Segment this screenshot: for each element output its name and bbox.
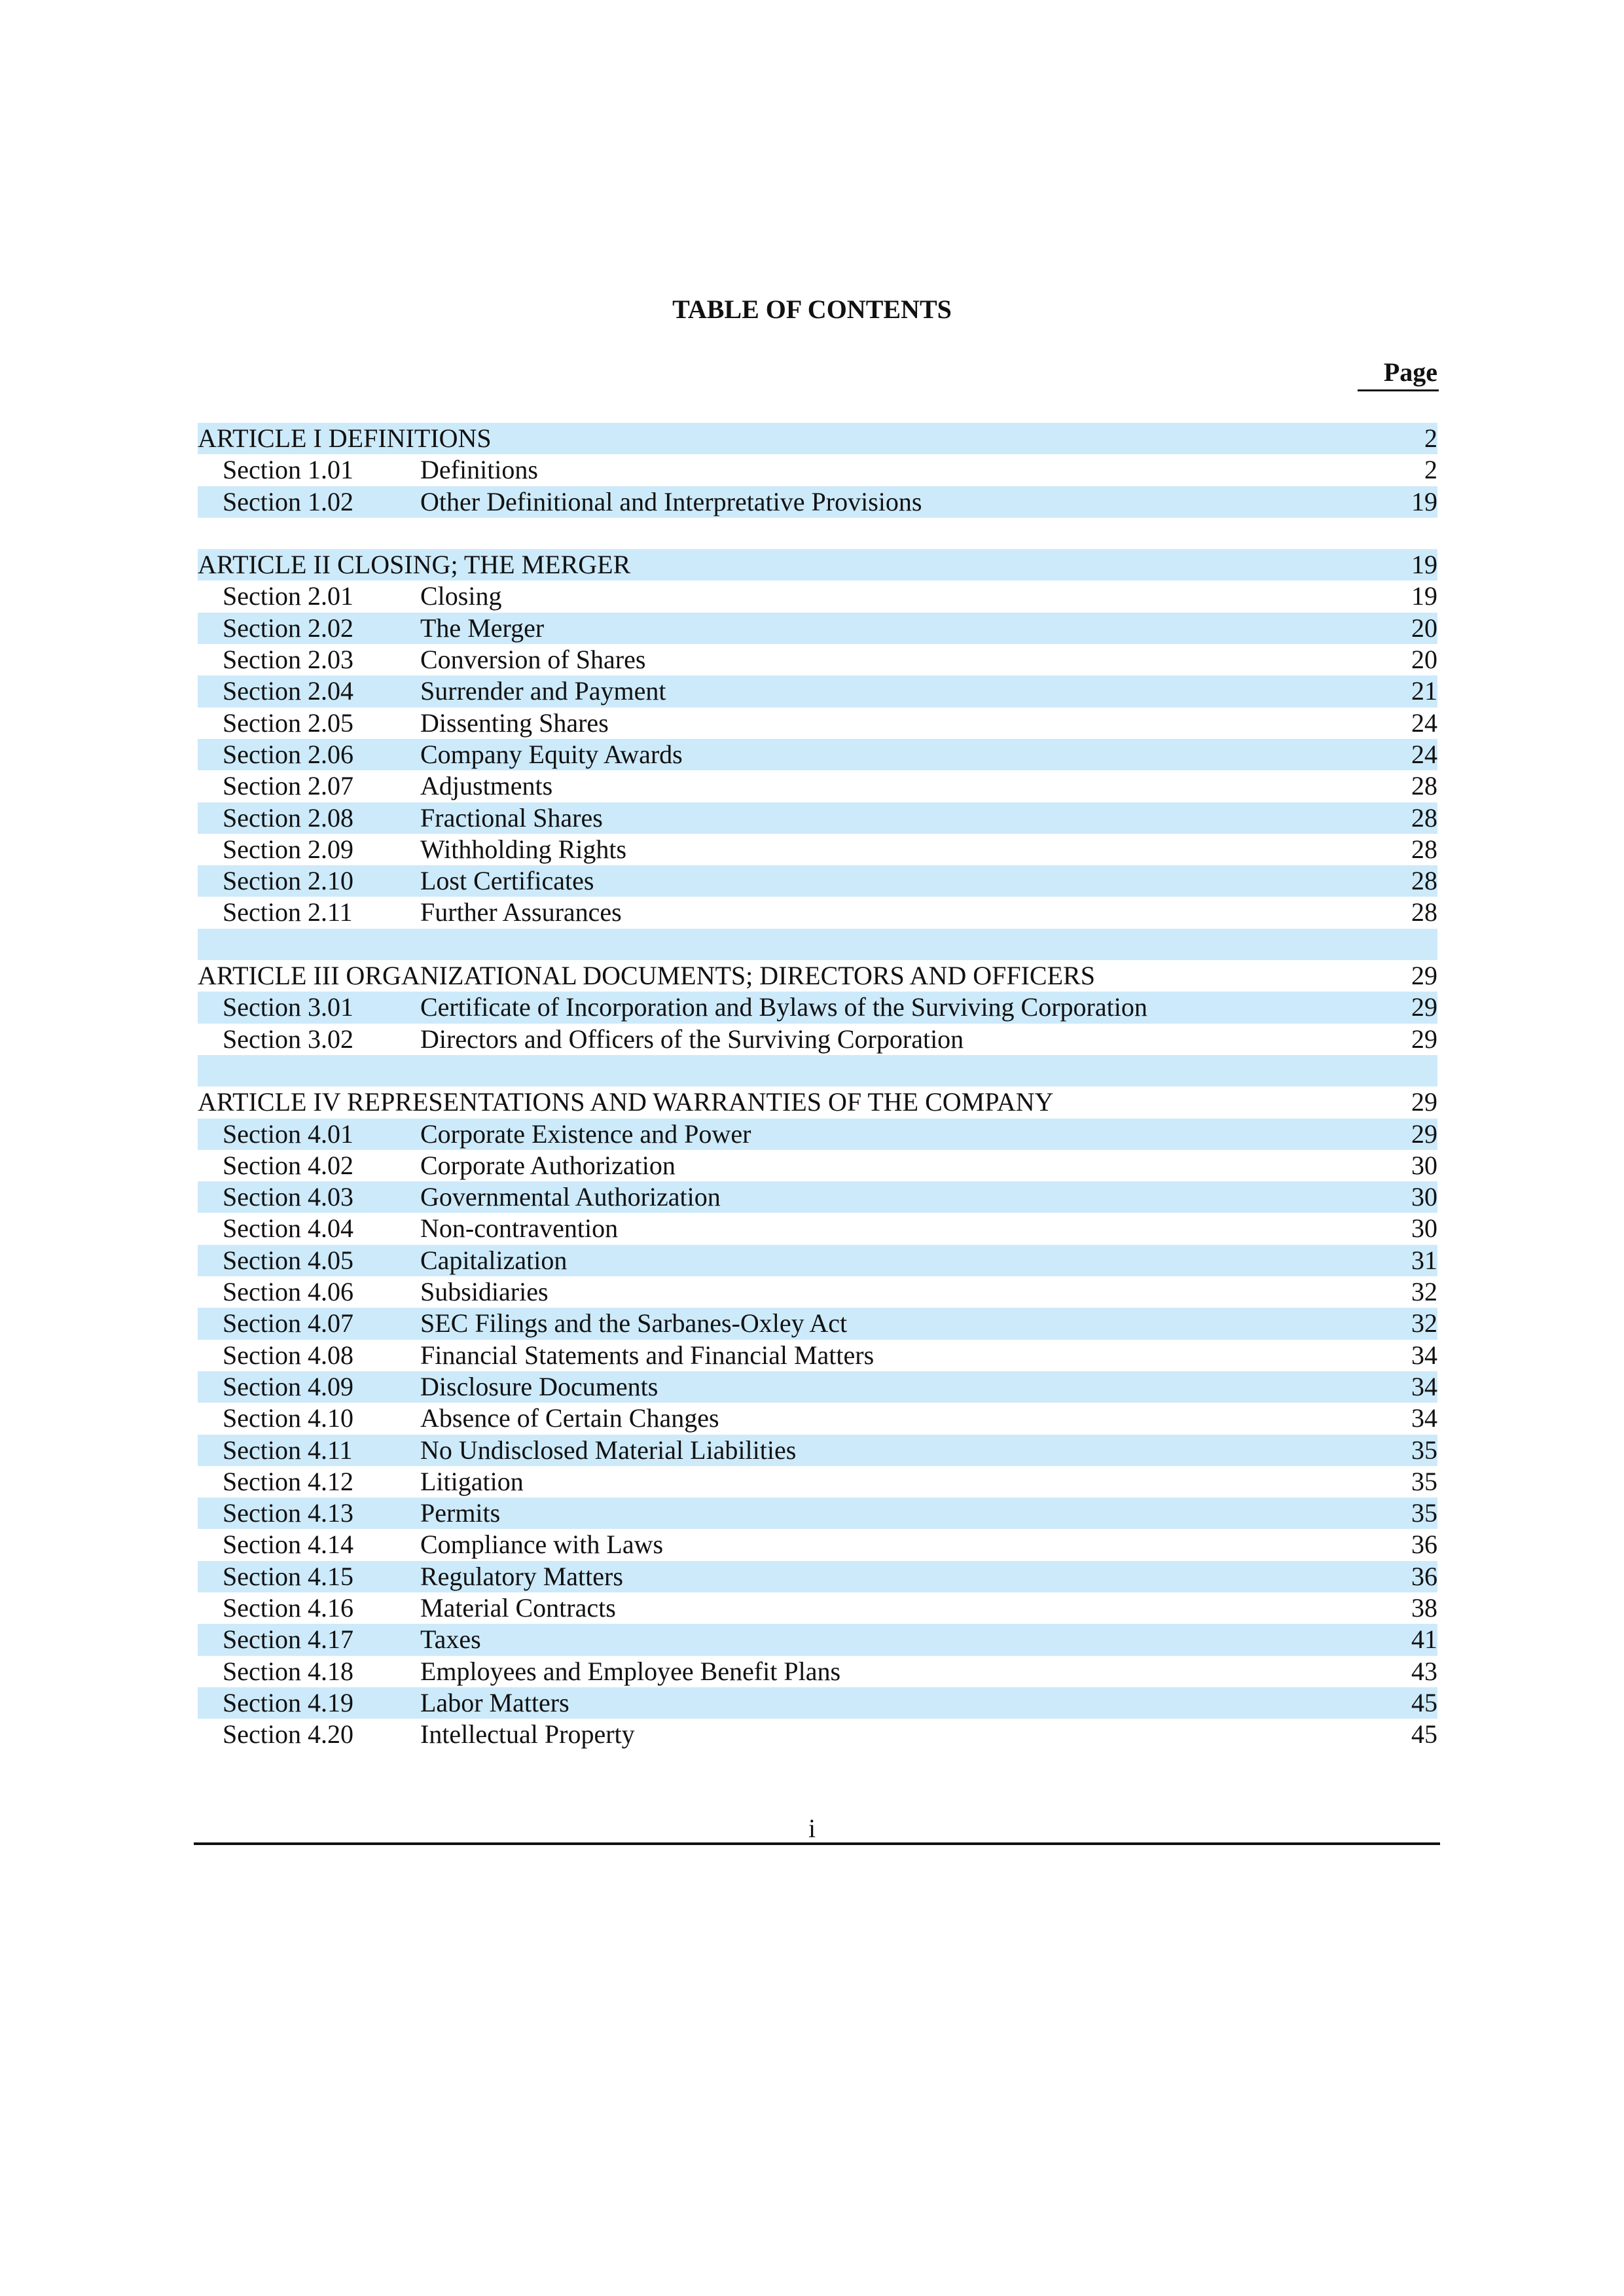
page-number-footer: i bbox=[808, 1814, 816, 1843]
section-number: Section 4.04 bbox=[223, 1213, 353, 1244]
page-number: 28 bbox=[1411, 802, 1437, 833]
page-number: 19 bbox=[1411, 486, 1437, 516]
section-number: Section 4.06 bbox=[223, 1277, 353, 1307]
section-number: Section 4.13 bbox=[223, 1498, 353, 1528]
section-number: Section 4.19 bbox=[223, 1687, 353, 1717]
section-title: Disclosure Documents bbox=[420, 1371, 659, 1401]
section-title: Permits bbox=[420, 1498, 501, 1528]
page-number: 28 bbox=[1411, 834, 1437, 864]
page-number: 29 bbox=[1411, 1119, 1437, 1149]
toc-section-row[interactable] bbox=[198, 708, 1437, 739]
toc-section-row[interactable] bbox=[198, 1340, 1437, 1371]
section-number: Section 2.07 bbox=[223, 771, 353, 801]
toc-section-row[interactable] bbox=[198, 644, 1437, 675]
page-number: 28 bbox=[1411, 866, 1437, 896]
section-title: Lost Certificates bbox=[420, 866, 594, 896]
toc-section-row[interactable] bbox=[198, 1466, 1437, 1498]
toc-section-row[interactable] bbox=[198, 1371, 1437, 1403]
toc-section-row[interactable] bbox=[198, 1403, 1437, 1434]
toc-section-row[interactable] bbox=[198, 1592, 1437, 1624]
section-title: Labor Matters bbox=[420, 1687, 569, 1717]
section-title: Surrender and Payment bbox=[420, 676, 666, 706]
page-number: 43 bbox=[1411, 1656, 1437, 1686]
page-number: 29 bbox=[1411, 1024, 1437, 1054]
toc-section-row[interactable] bbox=[198, 1150, 1437, 1181]
toc-section-row[interactable] bbox=[198, 770, 1437, 802]
section-number: Section 4.02 bbox=[223, 1150, 353, 1180]
page-number: 28 bbox=[1411, 897, 1437, 927]
section-number: Section 4.10 bbox=[223, 1403, 353, 1433]
section-title: SEC Filings and the Sarbanes-Oxley Act bbox=[420, 1308, 848, 1338]
section-number: Section 4.12 bbox=[223, 1466, 353, 1496]
section-number: Section 4.07 bbox=[223, 1308, 353, 1338]
page-column-header: Page bbox=[1358, 355, 1439, 391]
section-title: No Undisclosed Material Liabilities bbox=[420, 1435, 797, 1465]
page-number: 32 bbox=[1411, 1308, 1437, 1338]
section-number: Section 3.02 bbox=[223, 1024, 353, 1054]
section-title: Corporate Existence and Power bbox=[420, 1119, 751, 1149]
section-number: Section 4.08 bbox=[223, 1340, 353, 1370]
section-number: Section 4.09 bbox=[223, 1371, 353, 1401]
section-number: Section 4.18 bbox=[223, 1656, 353, 1686]
toc-article-row[interactable] bbox=[198, 423, 1437, 454]
page-number: 34 bbox=[1411, 1403, 1437, 1433]
page-number: 34 bbox=[1411, 1340, 1437, 1370]
toc-section-row[interactable] bbox=[198, 1719, 1437, 1750]
section-title: Further Assurances bbox=[420, 897, 622, 927]
toc-section-row[interactable] bbox=[198, 454, 1437, 486]
section-title: Certificate of Incorporation and Bylaws of the Surviving Corporation bbox=[420, 992, 1147, 1022]
toc-article-row[interactable] bbox=[198, 1086, 1437, 1118]
section-number: Section 4.01 bbox=[223, 1119, 353, 1149]
section-number: Section 2.01 bbox=[223, 581, 353, 611]
section-title: Compliance with Laws bbox=[420, 1530, 664, 1560]
page-number: 45 bbox=[1411, 1719, 1437, 1749]
page-number: 29 bbox=[1411, 1087, 1437, 1117]
toc-section-row[interactable] bbox=[198, 1656, 1437, 1687]
section-title: Company Equity Awards bbox=[420, 739, 683, 769]
toc-section-row[interactable] bbox=[198, 802, 1437, 834]
section-number: Section 4.15 bbox=[223, 1561, 353, 1591]
section-title: Material Contracts bbox=[420, 1592, 616, 1623]
toc-section-row[interactable] bbox=[198, 1529, 1437, 1560]
page-number: 19 bbox=[1411, 581, 1437, 611]
section-title: Subsidiaries bbox=[420, 1277, 549, 1307]
section-title: Withholding Rights bbox=[420, 834, 627, 864]
article-heading: ARTICLE III ORGANIZATIONAL DOCUMENTS; DIRECTORS AND OFFICERS bbox=[198, 961, 1095, 991]
section-title: Litigation bbox=[420, 1466, 524, 1496]
section-title: Employees and Employee Benefit Plans bbox=[420, 1656, 841, 1686]
section-number: Section 4.20 bbox=[223, 1719, 353, 1749]
section-number: Section 4.16 bbox=[223, 1592, 353, 1623]
toc-section-row[interactable] bbox=[198, 613, 1437, 644]
toc-section-row[interactable] bbox=[198, 1687, 1437, 1719]
section-number: Section 2.09 bbox=[223, 834, 353, 864]
page-number: 19 bbox=[1411, 550, 1437, 580]
page-number: 30 bbox=[1411, 1150, 1437, 1180]
page-number: 30 bbox=[1411, 1182, 1437, 1212]
page-number: 20 bbox=[1411, 645, 1437, 675]
section-title: Conversion of Shares bbox=[420, 645, 646, 675]
page-number: 30 bbox=[1411, 1213, 1437, 1244]
toc-section-row[interactable] bbox=[198, 834, 1437, 865]
toc-section-row[interactable] bbox=[198, 1181, 1437, 1213]
page-number: 35 bbox=[1411, 1435, 1437, 1465]
toc-article-row[interactable] bbox=[198, 549, 1437, 581]
page-number: 28 bbox=[1411, 771, 1437, 801]
page-number: 34 bbox=[1411, 1371, 1437, 1401]
section-title: Dissenting Shares bbox=[420, 708, 609, 738]
toc-section-row[interactable] bbox=[198, 486, 1437, 518]
page-number: 29 bbox=[1411, 961, 1437, 991]
section-title: The Merger bbox=[420, 613, 545, 643]
section-number: Section 2.03 bbox=[223, 645, 353, 675]
toc-section-row[interactable] bbox=[198, 865, 1437, 897]
section-title: Taxes bbox=[420, 1624, 481, 1655]
section-number: Section 4.14 bbox=[223, 1530, 353, 1560]
page-number: 20 bbox=[1411, 613, 1437, 643]
page-number: 45 bbox=[1411, 1687, 1437, 1717]
page-number: 24 bbox=[1411, 739, 1437, 769]
page-number: 36 bbox=[1411, 1561, 1437, 1591]
section-title: Other Definitional and Interpretative Provisions bbox=[420, 486, 922, 516]
section-title: Intellectual Property bbox=[420, 1719, 635, 1749]
toc-section-row[interactable] bbox=[198, 1213, 1437, 1244]
page-number: 29 bbox=[1411, 992, 1437, 1022]
toc-section-row[interactable] bbox=[198, 1435, 1437, 1466]
page-number: 2 bbox=[1424, 455, 1437, 485]
section-title: Directors and Officers of the Surviving Corporation bbox=[420, 1024, 964, 1054]
section-number: Section 2.11 bbox=[223, 897, 353, 927]
page-number: 32 bbox=[1411, 1277, 1437, 1307]
section-number: Section 2.08 bbox=[223, 802, 353, 833]
section-number: Section 4.11 bbox=[223, 1435, 353, 1465]
page-number: 36 bbox=[1411, 1530, 1437, 1560]
toc-title: TABLE OF CONTENTS bbox=[672, 295, 952, 324]
toc-section-row[interactable] bbox=[198, 1624, 1437, 1655]
section-number: Section 2.05 bbox=[223, 708, 353, 738]
article-heading: ARTICLE II CLOSING; THE MERGER bbox=[198, 550, 631, 580]
section-number: Section 2.04 bbox=[223, 676, 353, 706]
section-number: Section 1.02 bbox=[223, 486, 353, 516]
toc-section-row[interactable] bbox=[198, 1245, 1437, 1276]
page-number: 35 bbox=[1411, 1498, 1437, 1528]
toc-spacer-row bbox=[198, 929, 1437, 960]
section-number: Section 4.03 bbox=[223, 1182, 353, 1212]
toc-spacer-row bbox=[198, 1055, 1437, 1086]
article-heading: ARTICLE IV REPRESENTATIONS AND WARRANTIES OF THE COMPANY bbox=[198, 1087, 1054, 1117]
section-number: Section 4.05 bbox=[223, 1245, 353, 1275]
section-title: Capitalization bbox=[420, 1245, 568, 1275]
section-title: Definitions bbox=[420, 455, 538, 485]
toc-section-row[interactable] bbox=[198, 581, 1437, 612]
toc-section-row[interactable] bbox=[198, 992, 1437, 1023]
page-number: 35 bbox=[1411, 1466, 1437, 1496]
section-number: Section 3.01 bbox=[223, 992, 353, 1022]
toc-section-row[interactable] bbox=[198, 1119, 1437, 1150]
section-number: Section 1.01 bbox=[223, 455, 353, 485]
section-title: Financial Statements and Financial Matters bbox=[420, 1340, 875, 1370]
toc-section-row[interactable] bbox=[198, 675, 1437, 707]
section-title: Non-contravention bbox=[420, 1213, 619, 1244]
section-title: Governmental Authorization bbox=[420, 1182, 721, 1212]
toc-list bbox=[198, 423, 1437, 1750]
section-title: Corporate Authorization bbox=[420, 1150, 676, 1180]
section-number: Section 2.02 bbox=[223, 613, 353, 643]
toc-section-row[interactable] bbox=[198, 897, 1437, 928]
toc-section-row[interactable] bbox=[198, 1024, 1437, 1055]
article-heading: ARTICLE I DEFINITIONS bbox=[198, 423, 492, 453]
page-number: 21 bbox=[1411, 676, 1437, 706]
page-number: 2 bbox=[1424, 423, 1437, 453]
section-title: Absence of Certain Changes bbox=[420, 1403, 719, 1433]
toc-section-row[interactable] bbox=[198, 1276, 1437, 1308]
page-number: 31 bbox=[1411, 1245, 1437, 1275]
page-number: 24 bbox=[1411, 708, 1437, 738]
toc-section-row[interactable] bbox=[198, 1561, 1437, 1592]
footer-rule bbox=[194, 1842, 1440, 1845]
toc-section-row[interactable] bbox=[198, 739, 1437, 770]
section-title: Regulatory Matters bbox=[420, 1561, 623, 1591]
section-title: Adjustments bbox=[420, 771, 553, 801]
section-title: Fractional Shares bbox=[420, 802, 603, 833]
page-number: 38 bbox=[1411, 1592, 1437, 1623]
toc-section-row[interactable] bbox=[198, 1308, 1437, 1339]
section-number: Section 2.06 bbox=[223, 739, 353, 769]
section-title: Closing bbox=[420, 581, 502, 611]
toc-section-row[interactable] bbox=[198, 1498, 1437, 1529]
page-number: 41 bbox=[1411, 1624, 1437, 1655]
section-number: Section 2.10 bbox=[223, 866, 353, 896]
toc-spacer-row bbox=[198, 518, 1437, 549]
toc-article-row[interactable] bbox=[198, 960, 1437, 992]
section-number: Section 4.17 bbox=[223, 1624, 353, 1655]
